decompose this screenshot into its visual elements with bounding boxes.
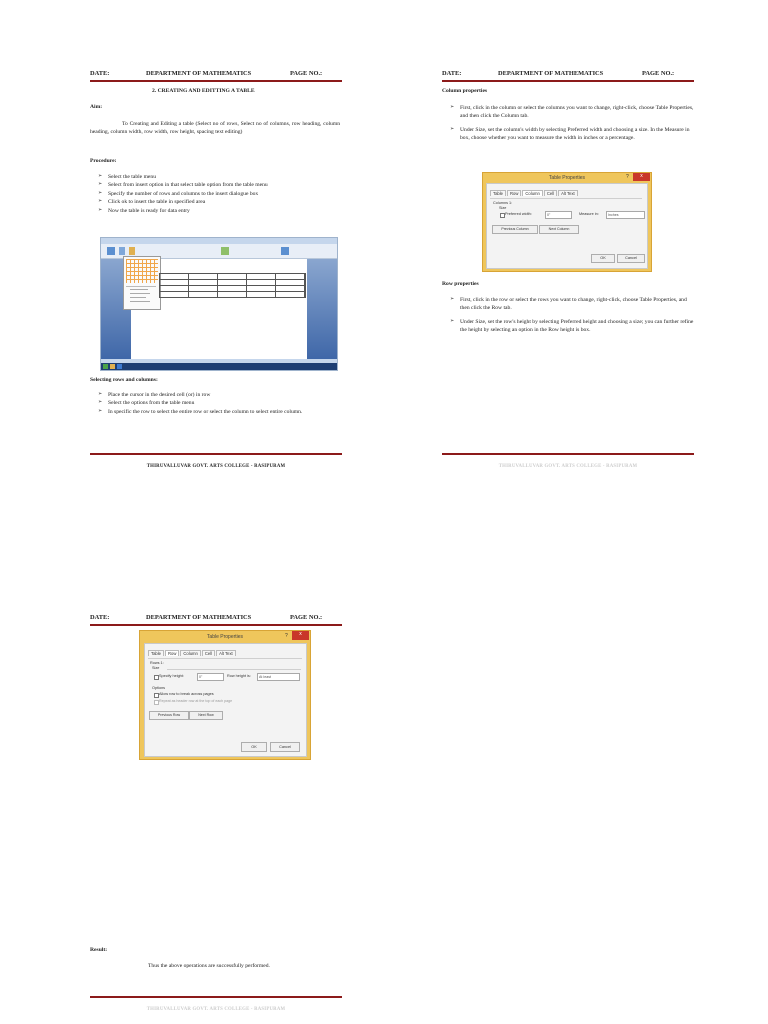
list-item: ➢ Select from insert option in that select table option from the table menu: [90, 181, 342, 189]
close-button[interactable]: x: [292, 631, 309, 640]
footer-text: THIRUVALLUVAR GOVT. ARTS COLLEGE - RASIPURAM: [146, 464, 286, 469]
header-page-no: PAGE NO.:: [290, 70, 323, 77]
list-item: ➢ Now the table is ready for data entry: [90, 207, 342, 215]
tab-alt-text[interactable]: Alt Text: [558, 190, 578, 196]
width-input[interactable]: 0": [545, 211, 572, 219]
tab-column[interactable]: Column: [522, 190, 542, 196]
tab-divider: [148, 658, 302, 659]
page-header: [90, 614, 342, 624]
header-date: DATE:: [442, 70, 462, 77]
result-text: Thus the above operations are successfully performed.: [148, 963, 270, 969]
header-date: DATE:: [90, 614, 110, 621]
previous-column-button[interactable]: Previous Column: [492, 225, 538, 234]
cancel-button[interactable]: Cancel: [617, 254, 645, 263]
aim-label: Aim:: [90, 104, 103, 110]
list-item: ➢ In specific the row to select the entire row or select the column to select entire column.: [90, 408, 342, 416]
column-list: [442, 104, 694, 143]
header-rule: [442, 80, 694, 82]
aim-text: To Creating and Editing a table (Select no of rows, Select no of columns, row heading, column heading, column width, row width, row height, spacing text editing): [90, 121, 340, 136]
next-column-button[interactable]: Next Column: [539, 225, 579, 234]
next-row-button[interactable]: Next Row: [189, 711, 223, 720]
row-list: [442, 296, 694, 335]
height-input[interactable]: 0": [197, 673, 224, 681]
list-item: ➢ Select the options from the table menu: [90, 399, 342, 407]
footer-rule: [442, 453, 694, 455]
measure-select[interactable]: Inches: [606, 211, 645, 219]
footer-text: THIRUVALLUVAR GOVT. ARTS COLLEGE - RASIPURAM: [498, 464, 638, 469]
specify-height-label: Specify height:: [159, 674, 184, 678]
dialog-title: Table Properties: [206, 634, 244, 640]
dialog-tabs: [490, 190, 579, 196]
header-department: DEPARTMENT OF MATHEMATICS: [146, 614, 252, 621]
measure-label: Measure in:: [579, 212, 599, 216]
result-label: Result:: [90, 947, 108, 953]
row-properties-label: Row properties: [442, 281, 479, 287]
dialog-body: [144, 643, 307, 757]
list-item: ➢ Under Size, set the row's height by selecting Preferred height and choosing a size; you can further refine the height by selecting an option in the Row height is box.: [442, 318, 694, 335]
list-item: ➢ Specify the number of rows and columns to the insert dialogue box: [90, 190, 342, 198]
page-title: 2. CREATING AND EDITTING A TABLE: [152, 88, 255, 94]
tab-column[interactable]: Column: [180, 650, 200, 656]
header-rule: [90, 624, 342, 626]
column-properties-label: Column properties: [442, 88, 488, 94]
allow-break-label: Allow row to break across pages: [159, 692, 214, 696]
page-header: [442, 70, 694, 80]
header-page-no: PAGE NO.:: [642, 70, 675, 77]
tab-row[interactable]: Row: [165, 650, 179, 656]
header-department: DEPARTMENT OF MATHEMATICS: [146, 70, 252, 77]
tab-cell[interactable]: Cell: [202, 650, 215, 656]
list-item: ➢ First, click in the column or select the columns you want to change, right-click, choose Table Properties, and then click the Column tab.: [442, 104, 694, 121]
page-3: [90, 0, 342, 1024]
selecting-label: Selecting rows and columns:: [90, 377, 158, 383]
cancel-button[interactable]: Cancel: [270, 742, 300, 752]
section-label: Columns 1:: [493, 201, 513, 205]
header-department: DEPARTMENT OF MATHEMATICS: [498, 70, 604, 77]
help-icon[interactable]: ?: [285, 633, 288, 639]
dialog-body: [486, 183, 648, 269]
procedure-label: Procedure:: [90, 158, 117, 164]
ok-button[interactable]: OK: [591, 254, 615, 263]
size-label: Size: [499, 206, 507, 210]
tab-alt-text[interactable]: Alt Text: [216, 650, 236, 656]
size-divider: [167, 669, 301, 670]
section-label: Rows 1:: [150, 661, 164, 665]
close-button[interactable]: x: [633, 173, 650, 181]
list-item: ➢ Click ok to insert the table in specified area: [90, 198, 342, 206]
list-item: ➢ Under Size, set the column's width by selecting Preferred width and choosing a size. In the Measure in box, choose whether you want to measure the width in inches or a percentage.: [442, 126, 694, 143]
footer-text: THIRUVALLUVAR GOVT. ARTS COLLEGE - RASIPURAM: [146, 1007, 286, 1012]
row-height-select[interactable]: At least: [257, 673, 300, 681]
table-properties-dialog-column: [482, 172, 652, 272]
footer-rule: [90, 996, 342, 998]
table-properties-dialog-row: [139, 630, 311, 760]
list-item: ➢ Select the table menu: [90, 173, 342, 181]
dialog-title: Table Properties: [548, 175, 586, 181]
tab-divider: [490, 198, 642, 199]
dialog-tabs: [148, 650, 237, 656]
tab-table[interactable]: Table: [490, 190, 506, 196]
preferred-width-label: Preferred width:: [505, 212, 532, 216]
row-height-is-label: Row height is:: [227, 674, 251, 678]
help-icon[interactable]: ?: [626, 174, 629, 180]
header-date: DATE:: [90, 70, 110, 77]
tab-table[interactable]: Table: [148, 650, 164, 656]
list-item: ➢ First, click in the row or select the rows you want to change, right-click, choose Table Properties, and then click the Row tab.: [442, 296, 694, 313]
options-label: Options: [152, 686, 166, 690]
header-page-no: PAGE NO.:: [290, 614, 323, 621]
list-item: ➢ Place the cursor in the desired cell (or) in row: [90, 391, 342, 399]
tab-row[interactable]: Row: [507, 190, 521, 196]
repeat-header-label: Repeat as header row at the top of each page: [159, 699, 233, 703]
ok-button[interactable]: OK: [241, 742, 267, 752]
previous-row-button[interactable]: Previous Row: [149, 711, 189, 720]
tab-cell[interactable]: Cell: [544, 190, 557, 196]
size-label: Size: [152, 666, 160, 670]
page-2: [442, 0, 694, 470]
